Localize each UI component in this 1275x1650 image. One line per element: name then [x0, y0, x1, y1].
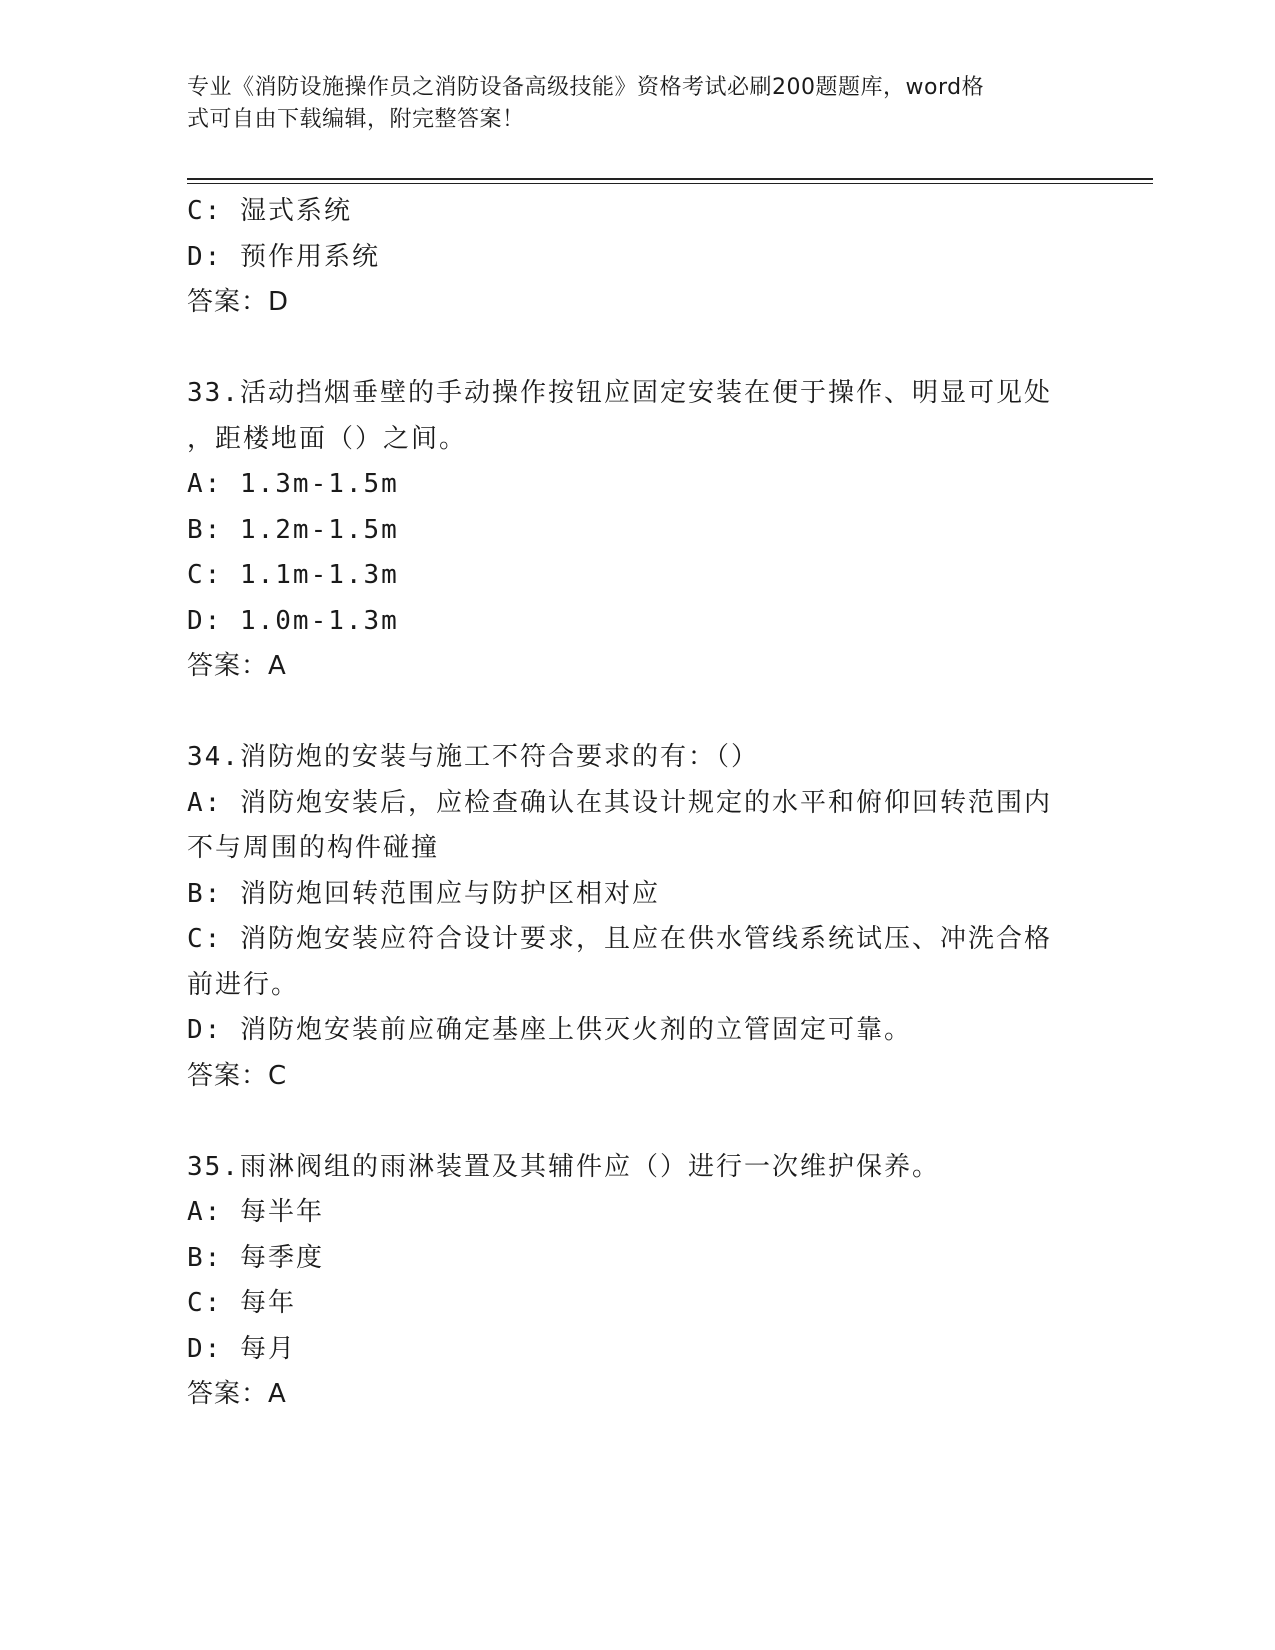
- option-d: D: 每月: [187, 1333, 296, 1364]
- answer-line: 答案：D: [187, 287, 290, 317]
- option-a: A: 每半年: [187, 1197, 324, 1227]
- option-a: A: 1.3m-1.5m: [187, 469, 399, 499]
- previous-question-tail: [187, 189, 1087, 326]
- question-stem: 34.消防炮的安装与施工不符合要求的有：（）: [187, 742, 759, 772]
- answer-line: 答案：A: [187, 1379, 287, 1409]
- question-stem: 33.活动挡烟垂壁的手动操作按钮应固定安装在便于操作、明显可见处: [187, 378, 1052, 408]
- option-a: A: 消防炮安装后，应检查确认在其设计规定的水平和俯仰回转范围内: [187, 787, 1052, 818]
- header-line-2: 式可自由下载编辑，附完整答案！: [187, 107, 525, 132]
- spacer: [187, 326, 1087, 372]
- option-c-continued: 前进行。: [187, 969, 300, 1000]
- spacer: [187, 690, 1087, 736]
- option-c: C: 消防炮安装应符合设计要求，且应在供水管线系统试压、冲洗合格: [187, 924, 1052, 954]
- header-divider: [187, 178, 1153, 184]
- option-d: D: 消防炮安装前应确定基座上供灭火剂的立管固定可靠。: [187, 1015, 912, 1045]
- option-b: B: 1.2m-1.5m: [187, 514, 399, 545]
- question-33: [187, 371, 1087, 690]
- option-c: C: 1.1m-1.3m: [187, 560, 399, 590]
- answer-line: 答案：A: [187, 651, 287, 681]
- option-b: B: 消防炮回转范围应与防护区相对应: [187, 878, 660, 909]
- document-header: [187, 72, 1067, 136]
- question-35: [187, 1145, 1087, 1418]
- option-b: B: 每季度: [187, 1242, 324, 1273]
- spacer: [187, 1099, 1087, 1145]
- answer-line: 答案：C: [187, 1060, 288, 1091]
- question-34: [187, 735, 1087, 1099]
- question-list: [187, 189, 1087, 1418]
- option-c: C: 湿式系统: [187, 196, 352, 226]
- header-line-1: 专业《消防设施操作员之消防设备高级技能》资格考试必刷200题题库，word格: [187, 75, 985, 100]
- option-d: D: 1.0m-1.3m: [187, 605, 399, 636]
- question-stem-continued: ，距楼地面（）之间。: [187, 423, 468, 454]
- option-a-continued: 不与周围的构件碰撞: [187, 833, 440, 863]
- option-c: C: 每年: [187, 1288, 296, 1318]
- question-stem: 35.雨淋阀组的雨淋装置及其辅件应（）进行一次维护保养。: [187, 1151, 940, 1182]
- option-d: D: 预作用系统: [187, 241, 380, 272]
